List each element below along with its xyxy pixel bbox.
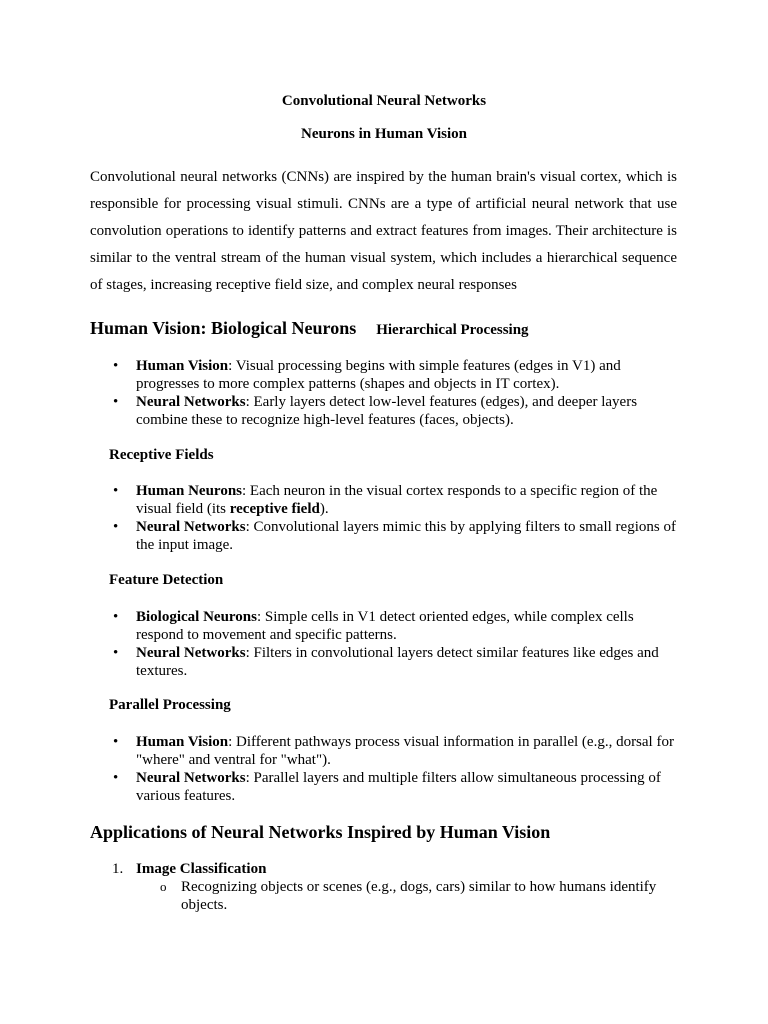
- bullet-term: Biological Neurons: [136, 609, 257, 625]
- bullet-term: Neural Networks: [136, 394, 246, 410]
- bullet-text: : Different pathways process visual information in parallel (e.g., dorsal for "where" and ventral for "what").: [136, 734, 674, 768]
- bullet-marker: •: [113, 483, 119, 499]
- bullet-marker: •: [113, 609, 119, 625]
- subheading-hierarchical-processing: Hierarchical Processing: [376, 322, 529, 338]
- list-item: [0, 482, 678, 518]
- list-item: [0, 644, 678, 680]
- feature-bullet-list: [0, 608, 678, 680]
- bullet-text: : Parallel layers and multiple filters allow simultaneous processing of various features.: [136, 770, 661, 804]
- bullet-term: Neural Networks: [136, 770, 246, 786]
- subheading-receptive-fields: Receptive Fields: [109, 447, 214, 463]
- bullet-term: Neural Networks: [136, 645, 246, 661]
- bullet-marker: •: [113, 358, 119, 374]
- document-title: Convolutional Neural Networks: [281, 93, 487, 109]
- section-heading-applications: Applications of Neural Networks Inspired by Human Vision: [90, 822, 551, 842]
- bullet-marker: •: [113, 770, 119, 786]
- bullet-text: : Simple cells in V1 detect oriented edges, while complex cells respond to movement and specific patterns.: [136, 609, 634, 643]
- bullet-marker: •: [113, 645, 119, 661]
- bullet-term: Human Vision: [136, 734, 229, 750]
- sub-list: [136, 878, 678, 914]
- subheading-feature-detection: Feature Detection: [109, 572, 224, 588]
- bullet-term: Neural Networks: [136, 519, 246, 535]
- applications-numbered-list: [0, 860, 678, 914]
- bullet-text: : Visual processing begins with simple features (edges in V1) and progresses to more complex patterns (shapes and objects in IT cortex).: [136, 358, 621, 392]
- list-item: [0, 393, 678, 429]
- section-heading-human-vision: [90, 318, 529, 339]
- hierarchical-bullet-list: [0, 357, 678, 429]
- list-item: [0, 733, 678, 769]
- bullet-marker: •: [113, 734, 119, 750]
- sub-list-text: Recognizing objects or scenes (e.g., dogs, cars) similar to how humans identify objects.: [181, 879, 657, 913]
- bullet-text: : Each neuron in the visual cortex responds to a specific region of the visual field (its: [136, 483, 658, 517]
- bullet-text: : Filters in convolutional layers detect similar features like edges and textures.: [136, 645, 659, 679]
- bullet-text: : Early layers detect low-level features (edges), and deeper layers combine these to recognize high-level features (faces, objects).: [136, 394, 638, 428]
- list-item-title: Image Classification: [136, 861, 267, 877]
- list-item: [0, 608, 678, 644]
- bullet-term: Human Neurons: [136, 483, 242, 499]
- list-item: [0, 357, 678, 393]
- parallel-bullet-list: [0, 733, 678, 805]
- sub-bullet-marker: o: [160, 879, 167, 894]
- document-subtitle: Neurons in Human Vision: [300, 126, 468, 142]
- bullet-marker: •: [113, 394, 119, 410]
- list-item: [0, 860, 678, 914]
- bullet-bold-phrase: receptive field: [229, 501, 320, 517]
- sub-list-item: [136, 878, 681, 914]
- receptive-bullet-list: [0, 482, 678, 554]
- list-item: [0, 518, 678, 554]
- bullet-text: : Convolutional layers mimic this by applying filters to small regions of the input image.: [136, 519, 676, 553]
- bullet-marker: •: [113, 519, 119, 535]
- heading-text: Human Vision: Biological Neurons: [90, 318, 357, 338]
- intro-paragraph: Convolutional neural networks (CNNs) are inspired by the human brain's visual cortex, which is responsible for processing visual stimuli. CNNs are a type of artificial neural network that use convolution operations to identify patterns and extract features from images. Their architecture is similar to the ventral stream of the human visual system, which includes a hierarchical sequence of stages, increasing receptive field size, and complex neural responses: [90, 169, 677, 293]
- list-number: 1.: [112, 861, 124, 877]
- list-item: [0, 769, 678, 805]
- subheading-parallel-processing: Parallel Processing: [109, 697, 231, 713]
- bullet-term: Human Vision: [136, 358, 229, 374]
- bullet-text: ).: [319, 501, 329, 517]
